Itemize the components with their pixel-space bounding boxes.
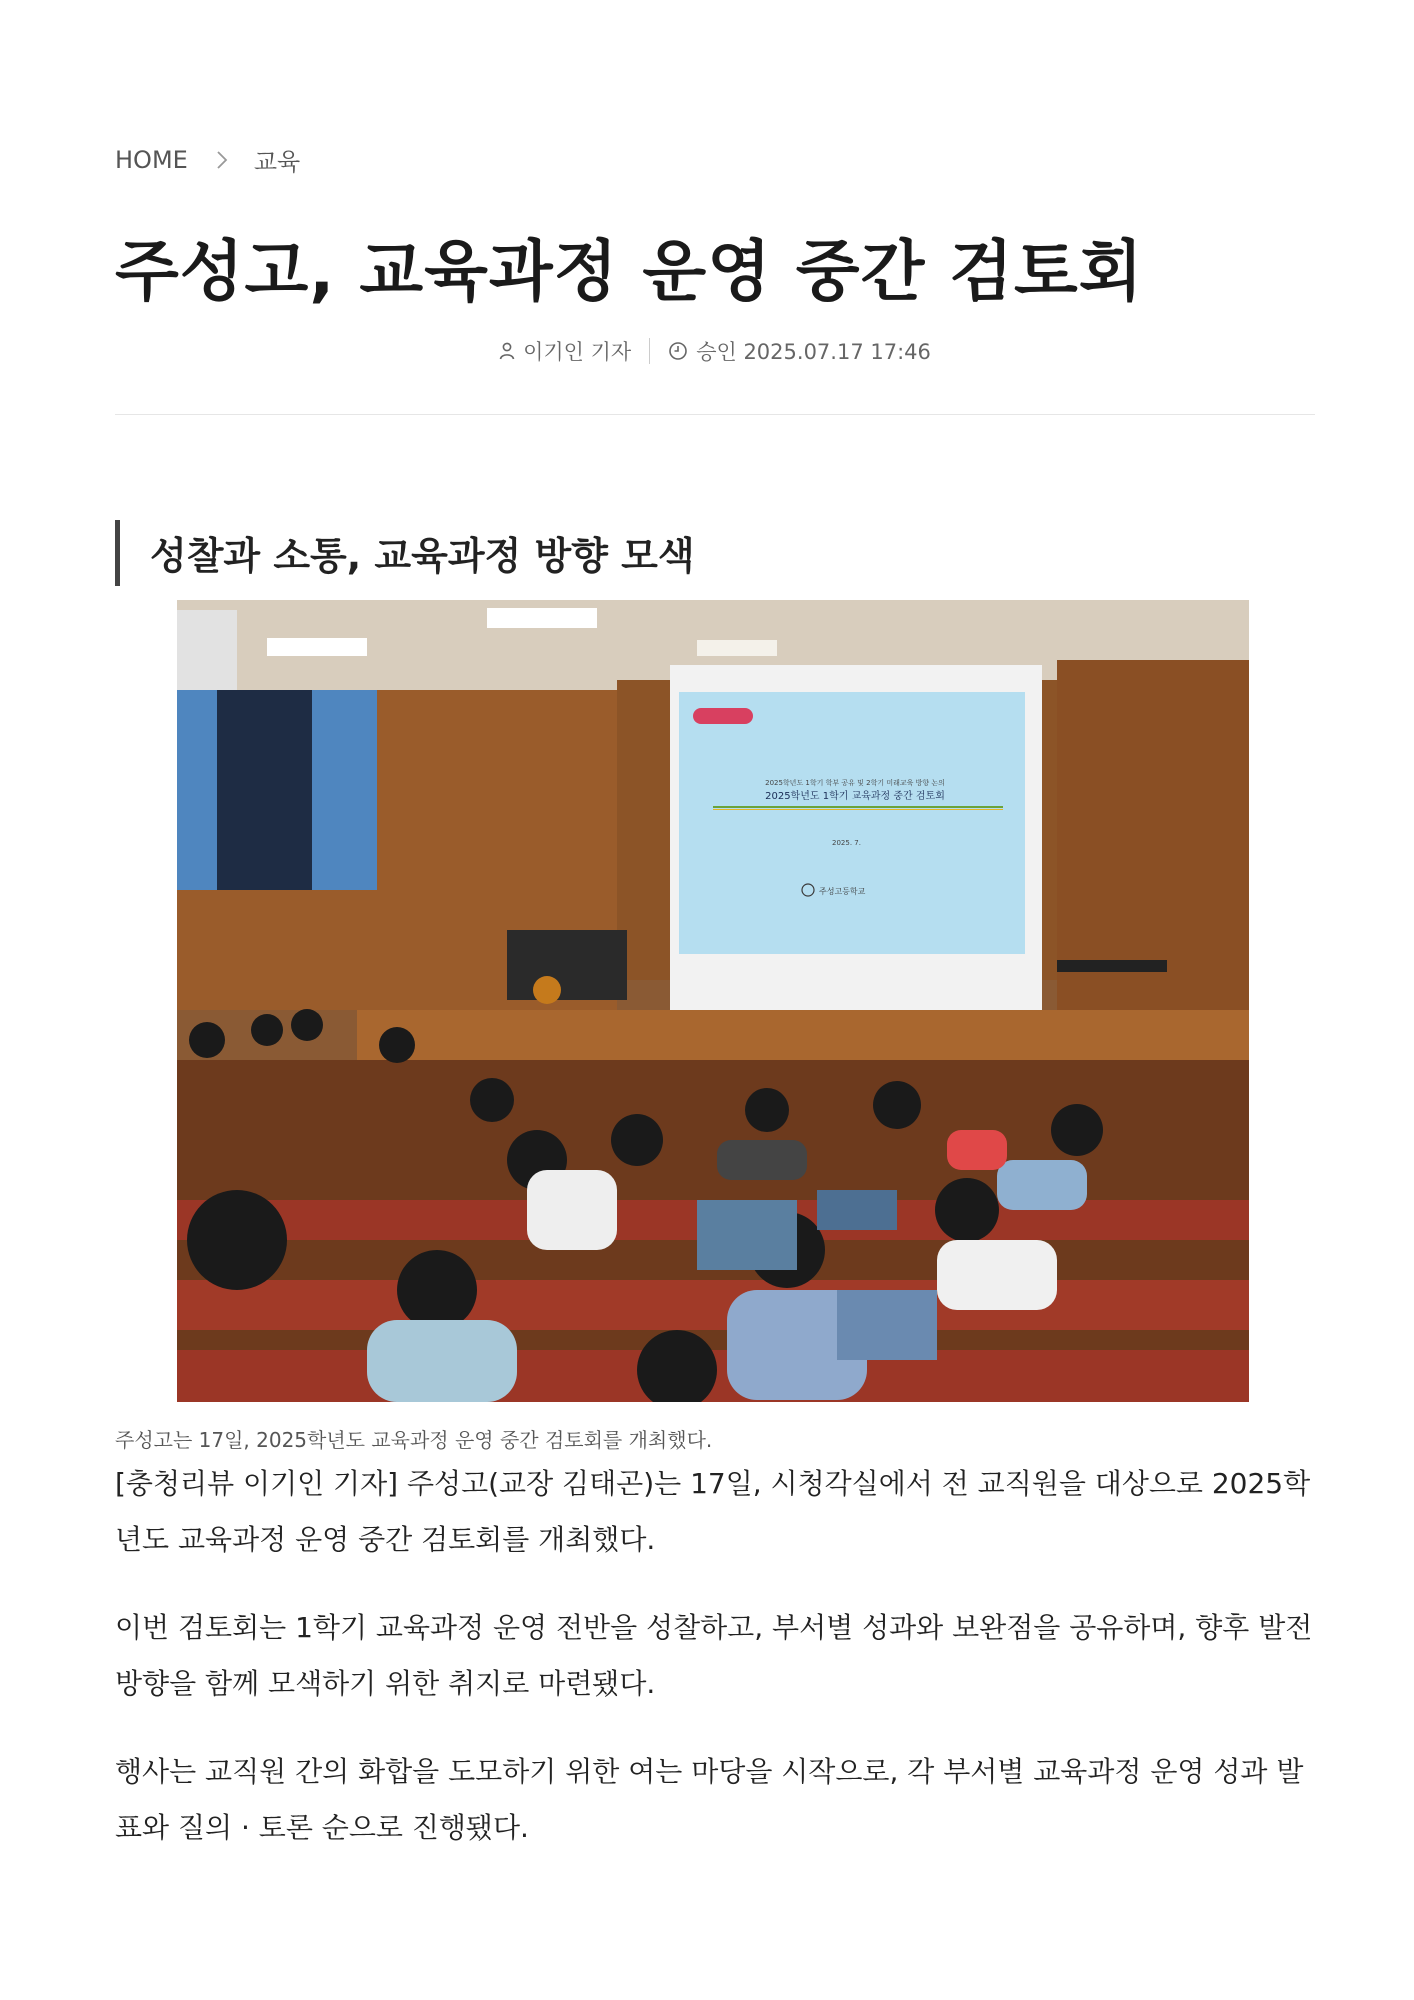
article-body xyxy=(115,1456,1315,1888)
breadcrumb-home-link[interactable]: HOME xyxy=(115,145,188,174)
reporter-info xyxy=(499,336,631,366)
article-paragraph: 행사는 교직원 간의 화합을 도모하기 위한 여는 마당을 시작으로, 각 부서별 교육과정 운영 성과 발표와 질의 · 토론 순으로 진행됐다. xyxy=(115,1755,1304,1844)
article-subtitle: 성찰과 소통, 교육과정 방향 모색 xyxy=(115,520,695,586)
auditorium-photo xyxy=(177,600,1249,1402)
slide-small-text: 2025학년도 1학기 학부 공유 및 2학기 미래교육 방향 논의 xyxy=(765,779,945,787)
meta-divider xyxy=(649,338,650,364)
person-icon xyxy=(499,342,515,360)
slide-date-text: 2025. 7. xyxy=(832,839,861,847)
article-title: 주성고, 교육과정 운영 중간 검토회 xyxy=(115,233,1144,310)
breadcrumb xyxy=(115,142,300,177)
article-meta xyxy=(115,336,1315,366)
article-photo xyxy=(177,600,1249,1402)
approval-info xyxy=(668,336,931,366)
chevron-right-icon xyxy=(216,148,230,172)
slide-school-text: 주성고등학교 xyxy=(819,887,866,896)
reporter-name: 이기인 기자 xyxy=(523,340,632,364)
photo-caption: 주성고는 17일, 2025학년도 교육과정 운영 중간 검토회를 개최했다. xyxy=(115,1428,713,1452)
breadcrumb-section-link[interactable]: 교육 xyxy=(253,148,301,176)
approval-datetime: 승인 2025.07.17 17:46 xyxy=(696,340,931,364)
article-paragraph: 이번 검토회는 1학기 교육과정 운영 전반을 성찰하고, 부서별 성과와 보완점을 공유하며, 향후 발전 방향을 함께 모색하기 위한 취지로 마련됐다. xyxy=(115,1611,1313,1700)
clock-icon xyxy=(668,341,688,361)
article-paragraph: [충청리뷰 이기인 기자] 주성고(교장 김태곤)는 17일, 시청각실에서 전 교직원을 대상으로 2025학년도 교육과정 운영 중간 검토회를 개최했다. xyxy=(115,1467,1311,1556)
header-divider xyxy=(115,414,1315,415)
slide-title-text: 2025학년도 1학기 교육과정 중간 검토회 xyxy=(765,791,945,802)
